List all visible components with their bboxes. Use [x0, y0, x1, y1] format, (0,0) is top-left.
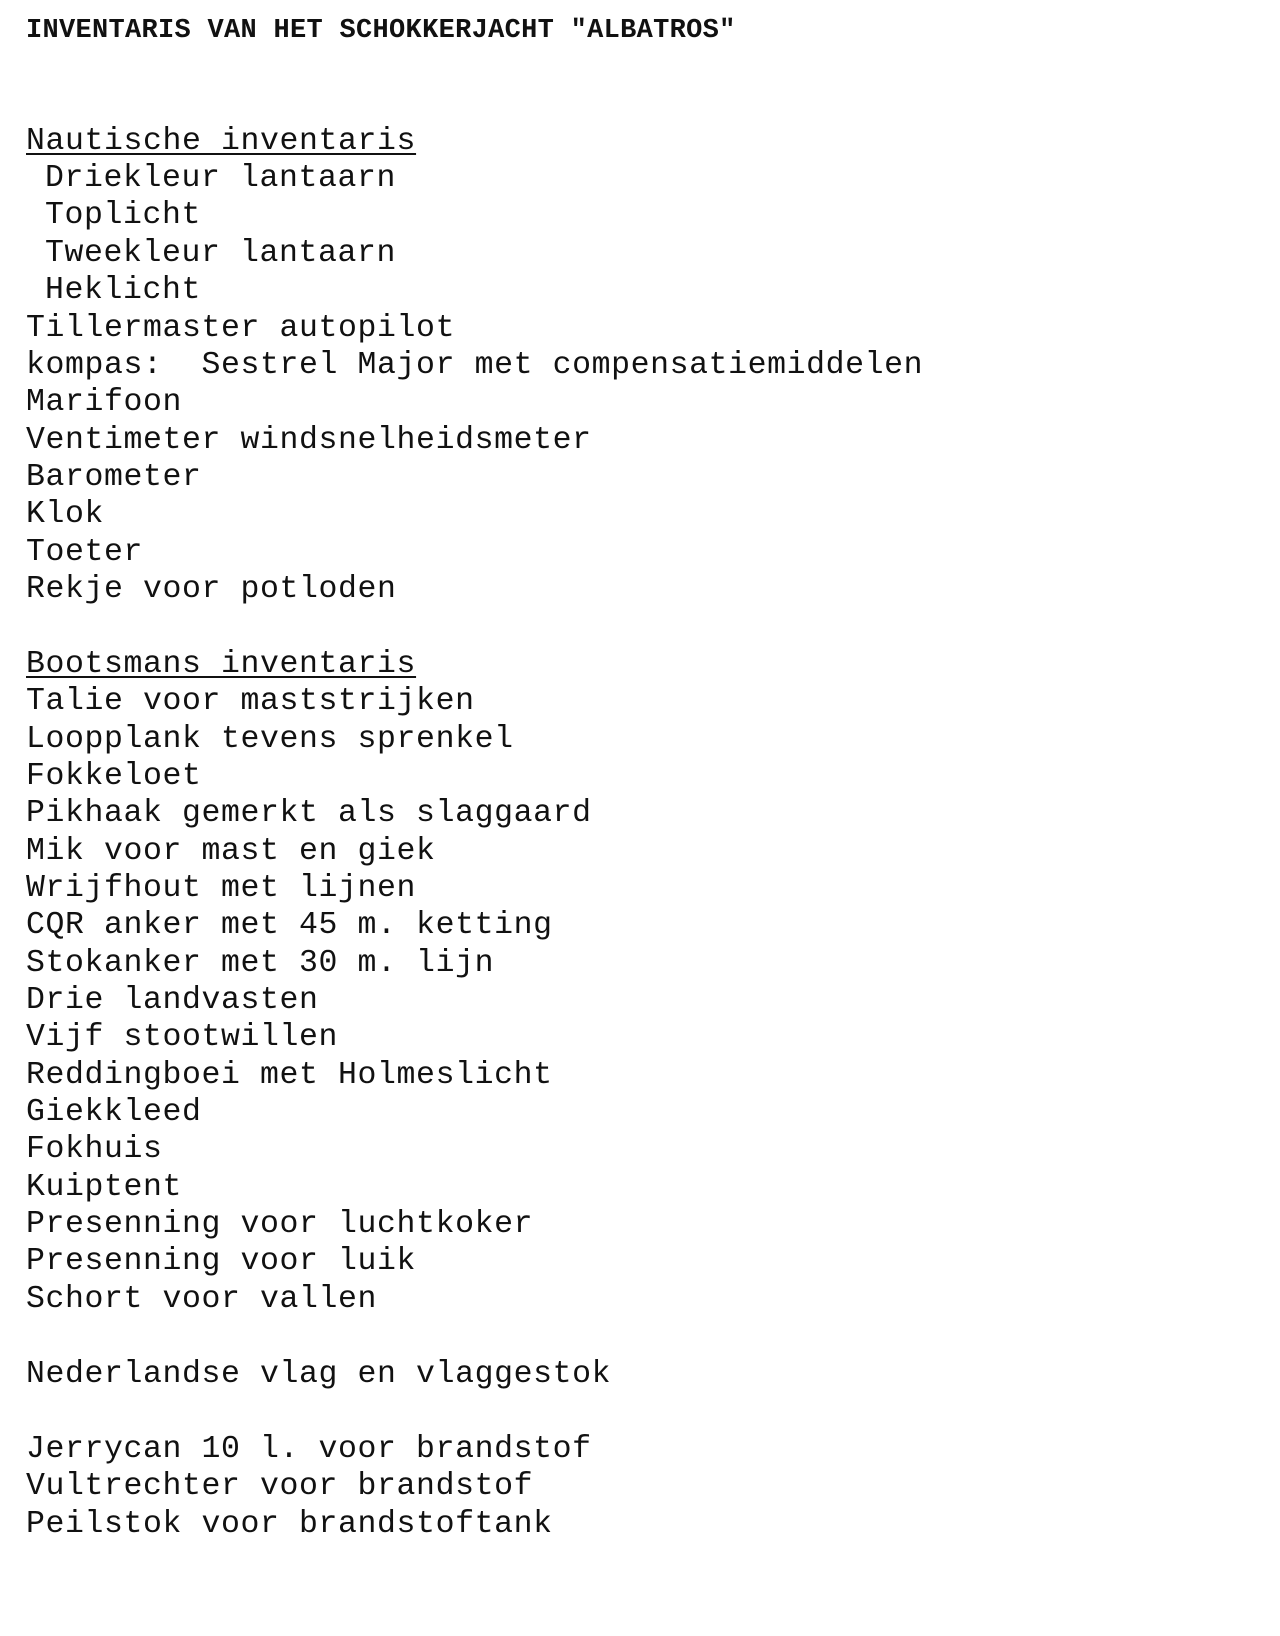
list-item: Fokhuis	[26, 1132, 163, 1167]
section-heading-bootsmans: Bootsmans inventaris	[26, 647, 417, 682]
list-item: CQR anker met 45 m. ketting	[26, 908, 553, 943]
list-item: Mik voor mast en giek	[26, 834, 436, 869]
list-item: Toeter	[26, 535, 144, 570]
list-item: Ventimeter windsnelheidsmeter	[26, 423, 592, 458]
list-item: Vijf stootwillen	[26, 1020, 339, 1055]
list-item: Toplicht	[45, 198, 202, 233]
list-item: Heklicht	[45, 273, 202, 308]
list-item: Driekleur lantaarn	[45, 161, 397, 196]
list-item: Tweekleur lantaarn	[45, 236, 397, 271]
document-title: INVENTARIS VAN HET SCHOKKERJACHT "ALBATROS"	[26, 16, 736, 46]
list-item: Presenning voor luchtkoker	[26, 1207, 534, 1242]
list-item: Talie voor maststrijken	[26, 684, 475, 719]
list-item: Klok	[26, 497, 105, 532]
list-item: Reddingboei met Holmeslicht	[26, 1058, 553, 1093]
list-item: Rekje voor potloden	[26, 572, 397, 607]
list-item: Barometer	[26, 460, 202, 495]
list-item: kompas: Sestrel Major met compensatiemiddelen	[26, 348, 924, 383]
list-item: Tillermaster autopilot	[26, 311, 456, 346]
list-item: Peilstok voor brandstoftank	[26, 1507, 553, 1542]
list-item: Giekkleed	[26, 1095, 202, 1130]
section-heading-nautisch: Nautische inventaris	[26, 124, 417, 159]
list-item: Fokkeloet	[26, 759, 202, 794]
list-item: Drie landvasten	[26, 983, 319, 1018]
list-item: Presenning voor luik	[26, 1244, 417, 1279]
list-item: Nederlandse vlag en vlaggestok	[26, 1357, 612, 1392]
list-item: Vultrechter voor brandstof	[26, 1469, 534, 1504]
list-item: Loopplank tevens sprenkel	[26, 722, 514, 757]
list-item: Schort voor vallen	[26, 1282, 378, 1317]
list-item: Stokanker met 30 m. lijn	[26, 946, 495, 981]
list-item: Jerrycan 10 l. voor brandstof	[26, 1432, 592, 1467]
list-item: Wrijfhout met lijnen	[26, 871, 417, 906]
list-item: Pikhaak gemerkt als slaggaard	[26, 796, 592, 831]
list-item: Kuiptent	[26, 1170, 183, 1205]
list-item: Marifoon	[26, 385, 183, 420]
